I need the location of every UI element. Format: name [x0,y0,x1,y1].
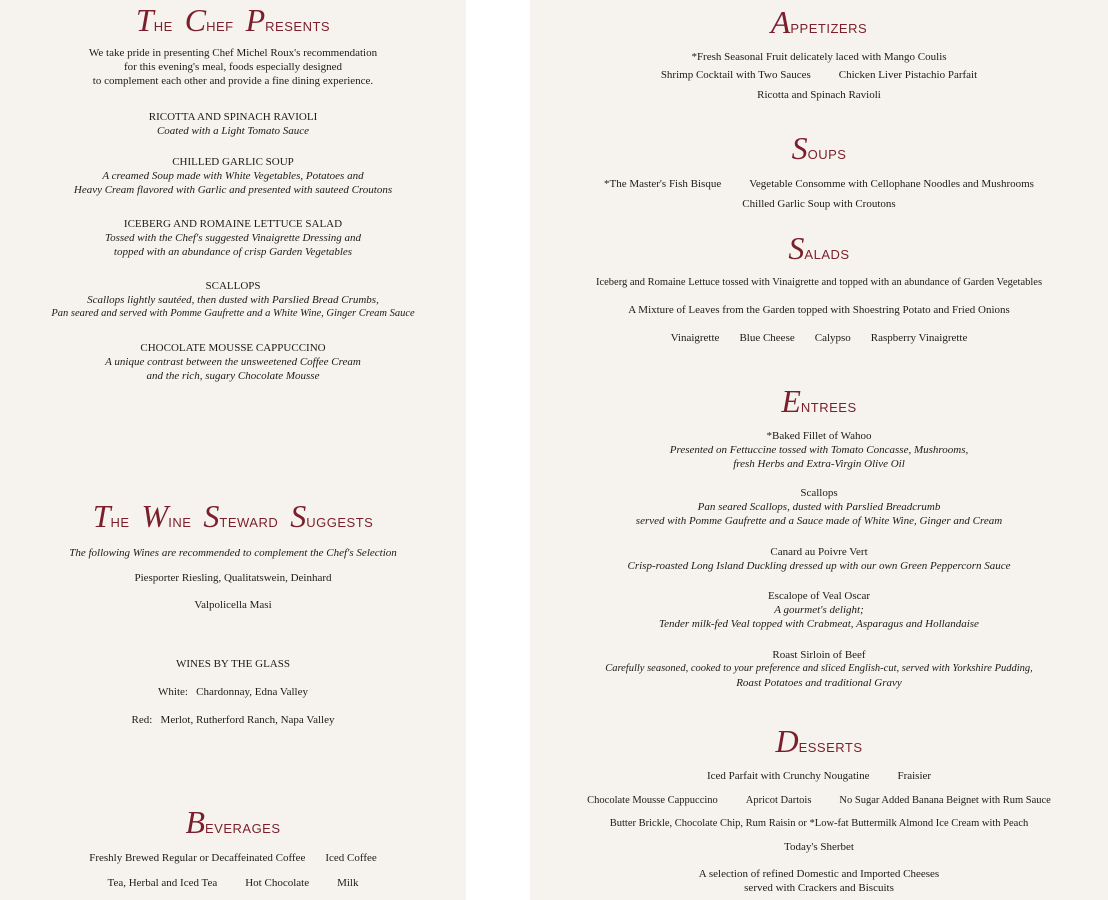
wine-red: Red: Merlot, Rutherford Ranch, Napa Valley [131,714,335,726]
appetizers-row-2: Shrimp Cocktail with Two Sauces Chicken Liver Pistachio Parfait [660,69,978,81]
chef-intro: We take pride in presenting Chef Michel Roux's recommendation for this evening's meal, foods especially designed to complement each other and provide a fine dining experience. [88,47,378,87]
beverages-heading: BEVERAGES [185,804,281,840]
entree-wahoo: *Baked Fillet of Wahoo Presented on Fettuccine tossed with Tomato Concasse, Mushrooms, fresh Herbs and Extra-Virgin Olive Oil [669,430,969,470]
wine-riesling: Piesporter Riesling, Qualitatswein, Deinhard [134,572,332,584]
entree-veal: Escalope of Veal Oscar A gourmet's delight; Tender milk-fed Veal topped with Crabmeat, Asparagus and Hollandaise [659,590,979,630]
entrees-heading: ENTREES [781,383,857,419]
dessert-ice-cream: Butter Brickle, Chocolate Chip, Rum Raisin or *Low-fat Buttermilk Almond Ice Cream with Peach [609,818,1029,829]
entree-sirloin: Roast Sirloin of Beef Carefully seasoned, cooked to your preference and sliced English-cut, served with Yorkshire Pudding, Roast Potatoes and traditional Gravy [605,649,1033,689]
soups-row-1: *The Master's Fish Bisque Vegetable Consomme with Cellophane Noodles and Mushrooms [604,178,1034,190]
entree-canard: Canard au Poivre Vert Crisp-roasted Long Island Duckling dressed up with our own Green Peppercorn Sauce [627,546,1011,572]
course-garlic-soup: CHILLED GARLIC SOUP A creamed Soup made with White Vegetables, Potatoes and Heavy Cream flavored with Garlic and presented with sauteed Croutons [73,156,393,196]
desserts-row-2: Chocolate Mousse Cappuccino Apricot Dartois No Sugar Added Banana Beignet with Rum Sauce [587,795,1051,806]
right-menu-panel [530,0,1108,900]
wines-by-glass-title: WINES BY THE GLASS [176,658,290,670]
soups-heading: SOUPS [791,130,847,166]
course-mousse: CHOCOLATE MOUSSE CAPPUCCINO A unique contrast between the unsweetened Coffee Cream and the rich, sugary Chocolate Mousse [105,342,361,382]
course-salad: ICEBERG AND ROMAINE LETTUCE SALAD Tossed with the Chef's suggested Vinaigrette Dressing and topped with an abundance of crisp Garden Vegetables [104,218,362,258]
desserts-heading: DESSERTS [775,723,863,759]
salad-dressings: Vinaigrette Blue Cheese Calypso Raspberry Vinaigrette [670,332,968,344]
wine-white: White: Chardonnay, Edna Valley [158,686,308,698]
wine-intro: The following Wines are recommended to complement the Chef's Selection [69,547,397,559]
appetizer-ravioli: Ricotta and Spinach Ravioli [757,89,881,101]
course-ravioli: RICOTTA AND SPINACH RAVIOLI Coated with a Light Tomato Sauce [148,111,318,137]
appetizers-heading: APPETIZERS [770,4,868,40]
salad-mixture: A Mixture of Leaves from the Garden topped with Shoestring Potato and Fried Onions [628,304,1010,316]
dessert-sherbet: Today's Sherbet [784,841,854,853]
left-menu-panel [0,0,466,900]
beverages-row-1: Freshly Brewed Regular or Decaffeinated Coffee Iced Coffee [89,852,377,864]
course-scallops: SCALLOPS Scallops lightly sautéed, then dusted with Parslied Bread Crumbs, Pan seared and served with Pomme Gaufrette and a White Wine, Ginger Cream Sauce [51,280,415,319]
wine-valpolicella: Valpolicella Masi [194,599,272,611]
salads-heading: SALADS [788,230,850,266]
appetizer-fruit: *Fresh Seasonal Fruit delicately laced with Mango Coulis [691,51,947,63]
salad-iceberg: Iceberg and Romaine Lettuce tossed with Vinaigrette and topped with an abundance of Garden Vegetables [595,277,1043,288]
dessert-cheeses: A selection of refined Domestic and Imported Cheeses served with Crackers and Biscuits [698,868,940,894]
entree-scallops: Scallops Pan seared Scallops, dusted with Parslied Breadcrumb served with Pomme Gaufrette and a Sauce made of White Wine, Ginger and Cream [635,487,1003,527]
chef-presents-heading: THE CHEF PRESENTS [135,2,331,38]
beverages-row-2: Tea, Herbal and Iced Tea Hot Chocolate Milk [107,877,359,889]
desserts-row-1: Iced Parfait with Crunchy Nougatine Fraisier [706,770,932,782]
soup-garlic: Chilled Garlic Soup with Croutons [742,198,896,210]
wine-steward-heading: THE WINE STEWARD SUGGESTS [92,498,374,534]
